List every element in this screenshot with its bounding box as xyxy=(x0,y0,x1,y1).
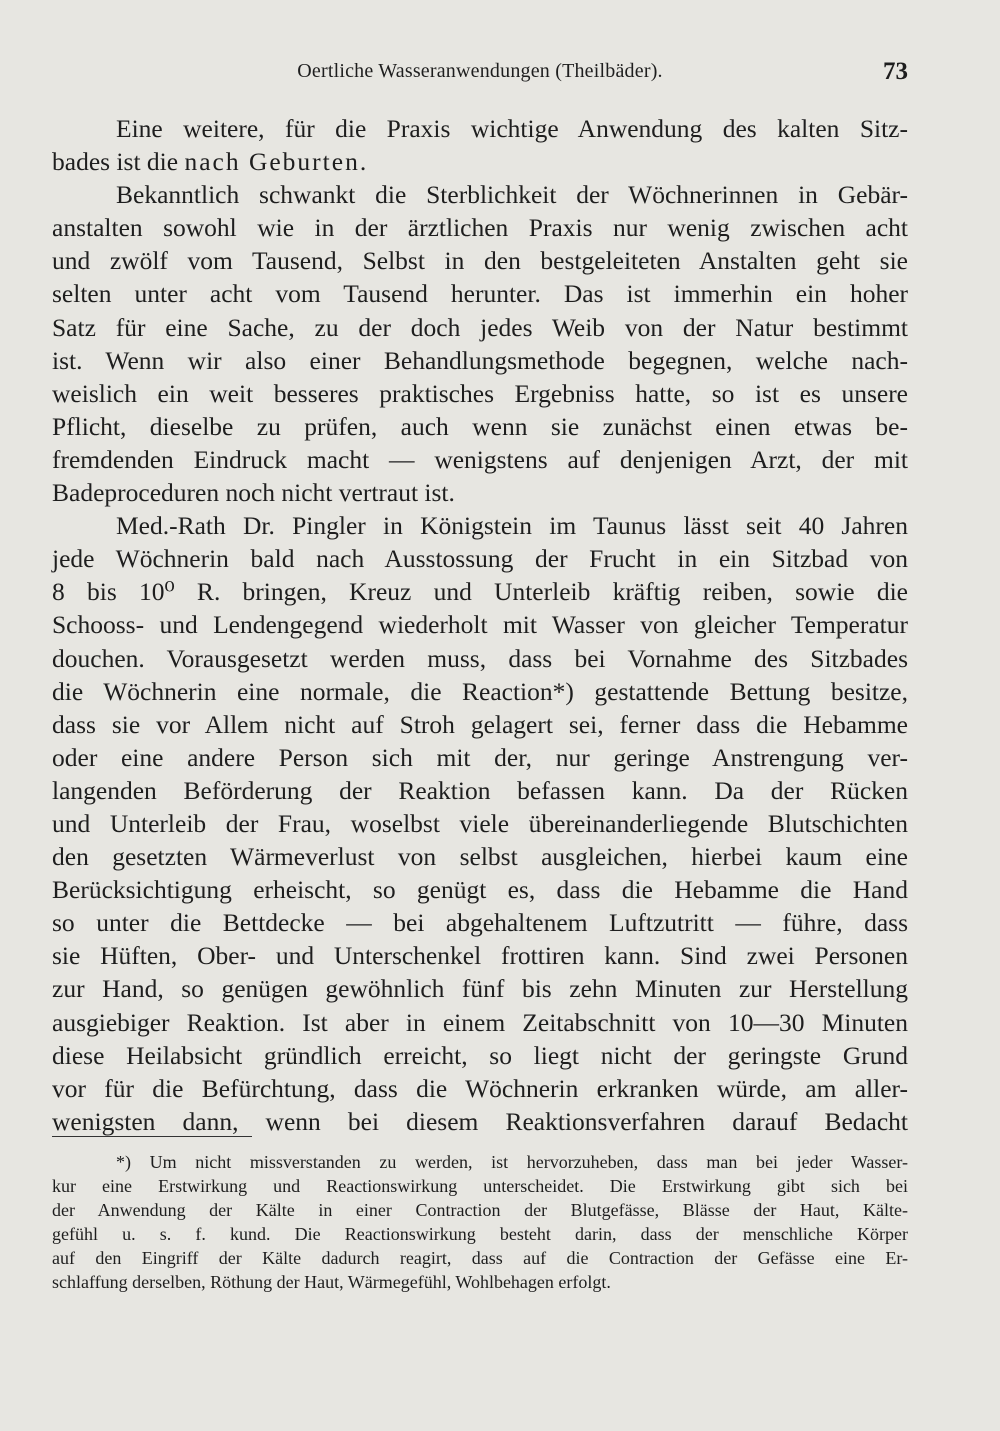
text-line xyxy=(52,145,908,178)
text-line: die Wöchnerin eine normale, die Reaction*) gestattende Bettung besitze, xyxy=(52,676,908,706)
text-span: bades ist die xyxy=(52,147,185,177)
text-line: douchen. Vorausgesetzt werden muss, dass bei Vornahme des Sitzbades xyxy=(52,643,908,673)
text-span: . xyxy=(359,147,367,177)
text-line: selten unter acht vom Tausend herunter. Das ist immerhin ein hoher xyxy=(52,279,908,309)
footnote-divider xyxy=(52,1136,252,1137)
text-line: Pflicht, dieselbe zu prüfen, auch wenn sie zunächst einen etwas be- xyxy=(52,411,908,441)
page-number: 73 xyxy=(883,58,908,85)
text-line: weislich ein weit besseres praktisches Ergebniss hatte, so ist es unsere xyxy=(52,378,908,408)
text-line: ausgiebiger Reaktion. Ist aber in einem Zeitabschnitt von 10—30 Minuten xyxy=(52,1007,908,1037)
text-line: jede Wöchnerin bald nach Ausstossung der Frucht in ein Sitzbad von xyxy=(52,544,908,574)
text-line: und zwölf vom Tausend, Selbst in den bestgeleiteten Anstalten geht sie xyxy=(52,246,908,276)
text-line: Eine weitere, für die Praxis wichtige Anwendung des kalten Sitz- xyxy=(116,114,908,143)
text-line: ist. Wenn wir also einer Behandlungsmethode begegnen, welche nach- xyxy=(52,345,908,375)
footnote-line: auf den Eingriff der Kälte dadurch reagirt, dass auf die Contraction der Gefässe eine Er- xyxy=(52,1248,908,1268)
spaced-emphasis: nach Geburten xyxy=(184,147,360,177)
text-line: Berücksichtigung erheischt, so genügt es, dass die Hebamme die Hand xyxy=(52,875,908,905)
footnote-line: gefühl u. s. f. kund. Die Reactionswirkung besteht darin, dass der menschliche Körper xyxy=(52,1224,908,1244)
text-line: sie Hüften, Ober- und Unterschenkel frottiren kann. Sind zwei Personen xyxy=(52,941,908,971)
text-line: Bekanntlich schwankt die Sterblichkeit der Wöchnerinnen in Gebär- xyxy=(116,180,908,210)
text-line: anstalten sowohl wie in der ärztlichen Praxis nur wenig zwischen acht xyxy=(52,213,908,243)
text-line: diese Heilabsicht gründlich erreicht, so liegt nicht der geringste Grund xyxy=(52,1040,908,1070)
footnote-line: schlaffung derselben, Röthung der Haut, Wärmegefühl, Wohlbehagen erfolgt. xyxy=(52,1272,611,1292)
text-line: Schooss- und Lendengegend wiederholt mit Wasser von gleicher Temperatur xyxy=(52,610,908,640)
footnote-line: kur eine Erstwirkung und Reactionswirkung unterscheidet. Die Erstwirkung gibt sich bei xyxy=(52,1176,908,1196)
text-line: oder eine andere Person sich mit der, nur geringe Anstrengung ver- xyxy=(52,742,908,772)
footnote-line: der Anwendung der Kälte in einer Contraction der Blutgefässe, Blässe der Haut, Kälte- xyxy=(52,1200,908,1220)
running-head-title: Oertliche Wasseranwendungen (Theilbäder). xyxy=(297,60,663,82)
text-line: und Unterleib der Frau, woselbst viele übereinanderliegende Blutschichten xyxy=(52,808,908,838)
text-line: 8 bis 10⁰ R. bringen, Kreuz und Unterleib kräftig reiben, sowie die xyxy=(52,577,908,607)
running-head xyxy=(52,58,908,92)
text-line: zur Hand, so genügen gewöhnlich fünf bis zehn Minuten zur Herstellung xyxy=(52,974,908,1004)
body-text xyxy=(52,112,908,1138)
text-line: Med.-Rath Dr. Pingler in Königstein im Taunus lässt seit 40 Jahren xyxy=(116,511,908,541)
text-line: Satz für eine Sache, zu der doch jedes Weib von der Natur bestimmt xyxy=(52,312,908,342)
text-line: langenden Beförderung der Reaktion befassen kann. Da der Rücken xyxy=(52,775,908,805)
text-line: dass sie vor Allem nicht auf Stroh gelagert sei, ferner dass die Hebamme xyxy=(52,709,908,739)
text-line: vor für die Befürchtung, dass die Wöchnerin erkranken würde, am aller- xyxy=(52,1073,908,1103)
text-line: so unter die Bettdecke — bei abgehaltenem Luftzutritt — führe, dass xyxy=(52,908,908,938)
text-line: wenigsten dann, wenn bei diesem Reaktionsverfahren darauf Bedacht xyxy=(52,1106,908,1136)
text-line: den gesetzten Wärmeverlust von selbst ausgleichen, hierbei kaum eine xyxy=(52,842,908,872)
footnote xyxy=(52,1150,908,1294)
footnote-line: *) Um nicht missverstanden zu werden, ist hervorzuheben, dass man bei jeder Wasser- xyxy=(116,1152,908,1172)
text-line: fremdenden Eindruck macht — wenigstens auf denjenigen Arzt, der mit xyxy=(52,444,908,474)
text-line: Badeproceduren noch nicht vertraut ist. xyxy=(52,478,455,508)
